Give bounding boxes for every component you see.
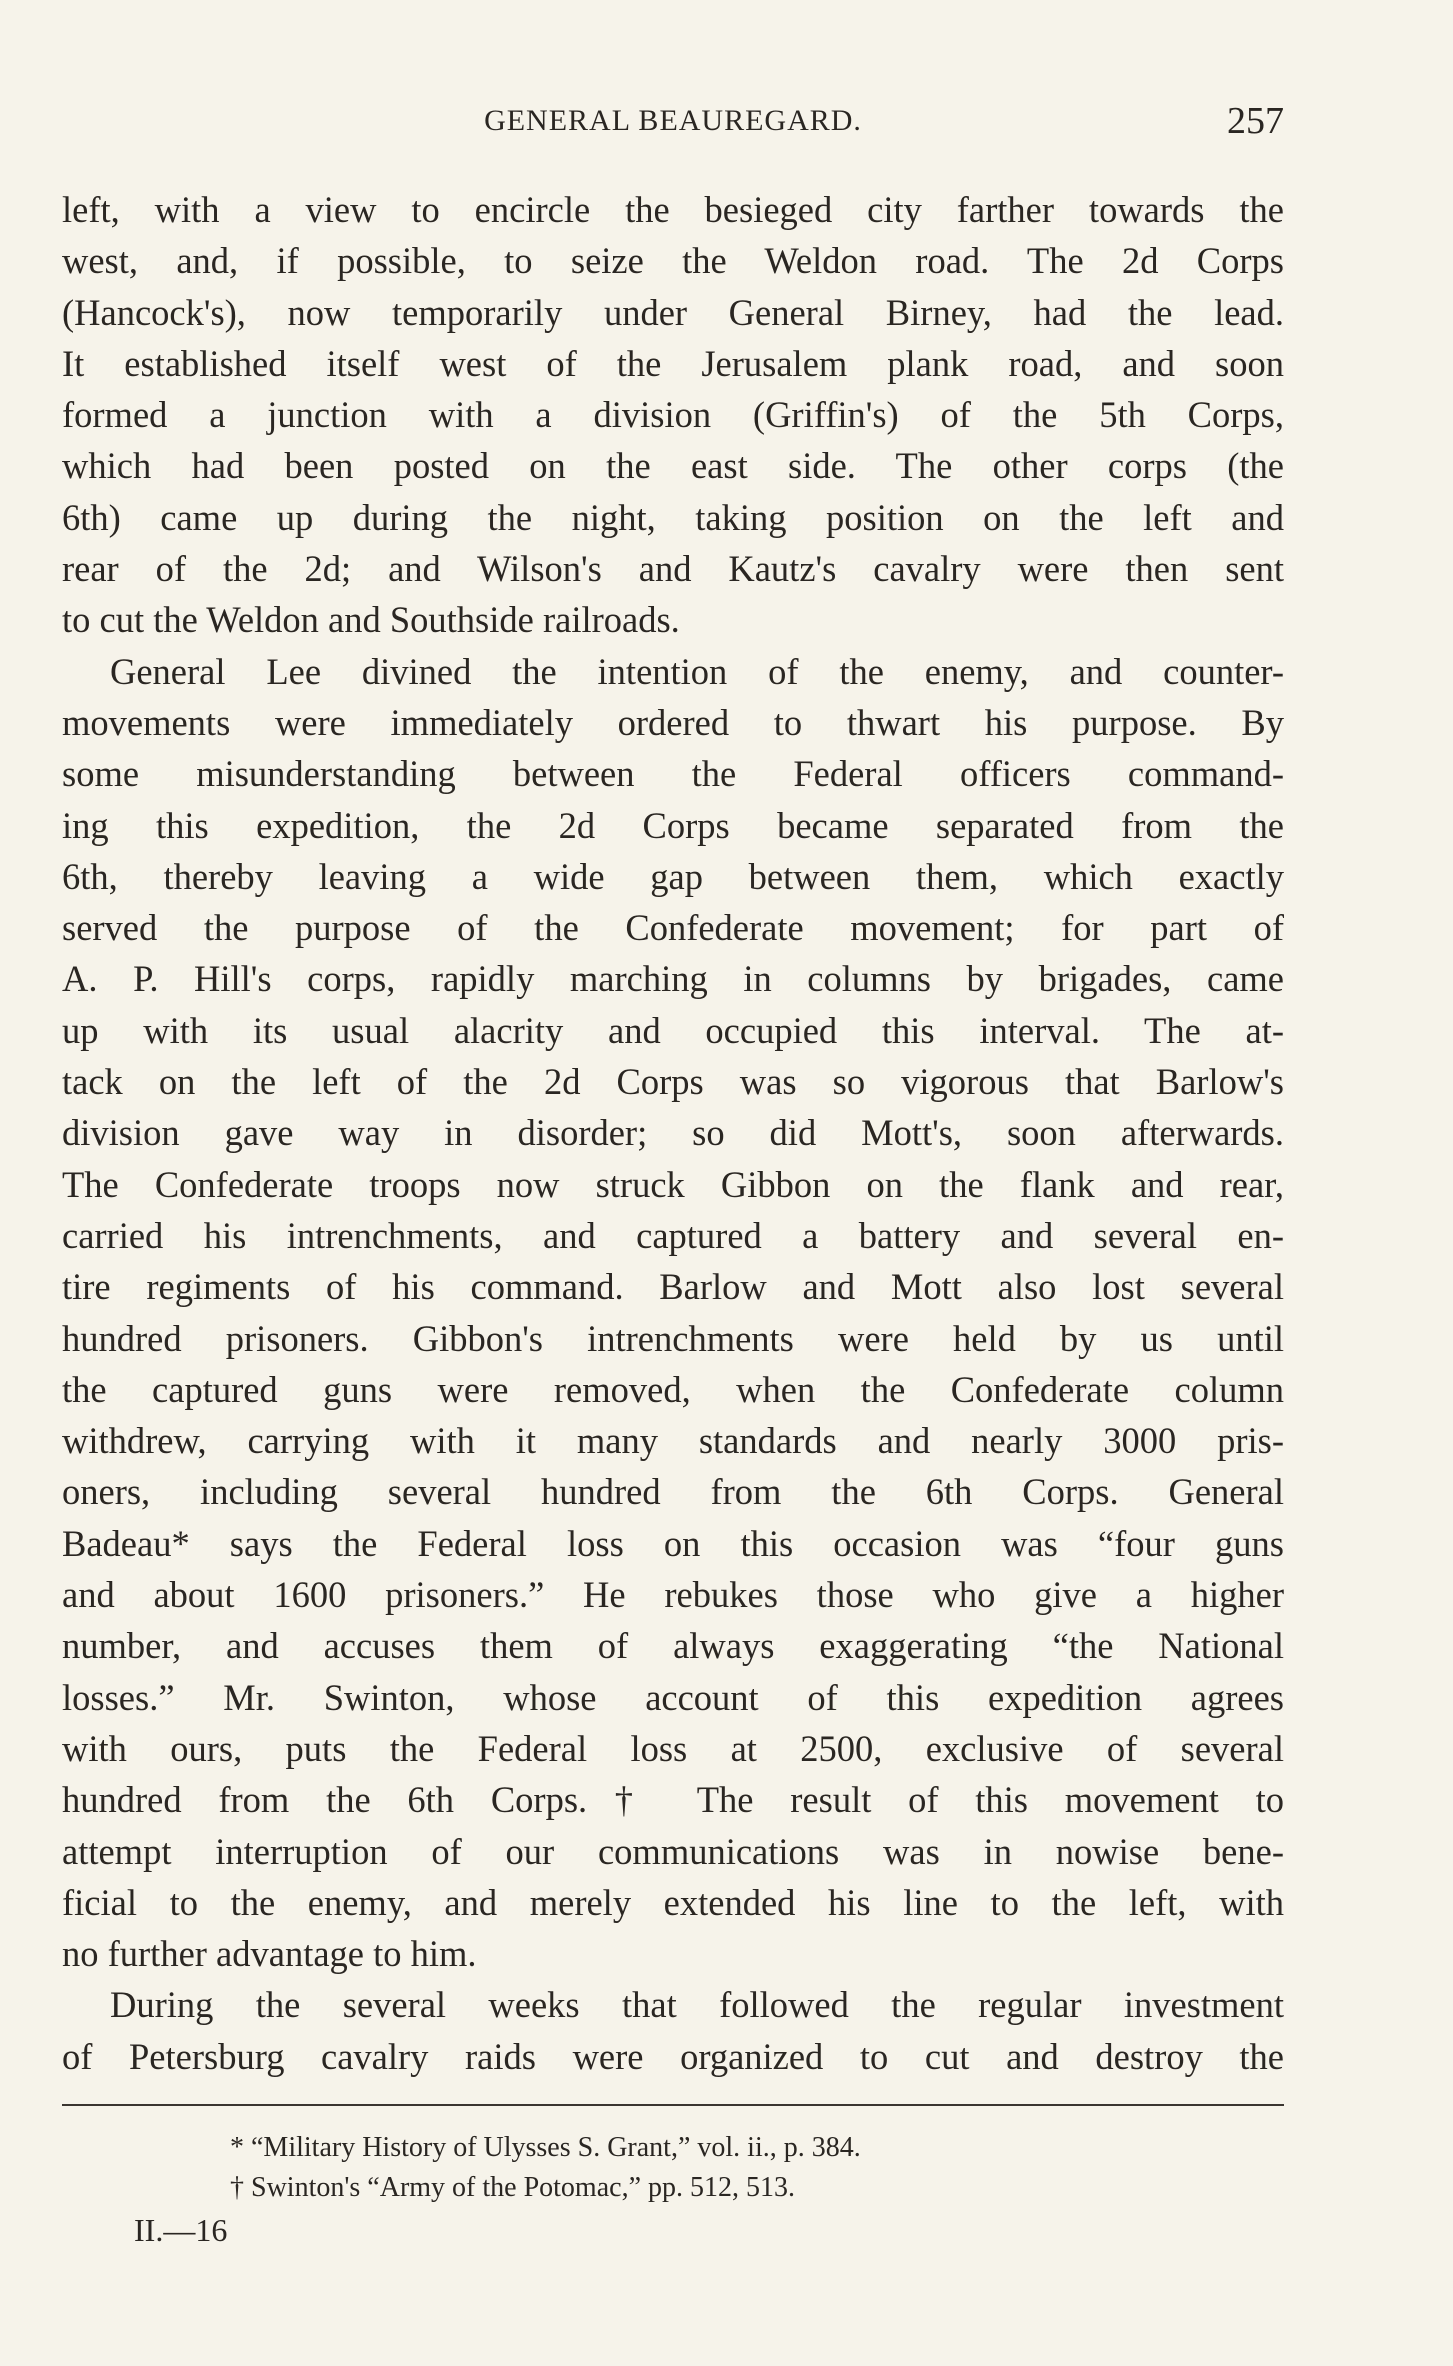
text-line: left, with a view to encircle the besieged city farther towards the <box>62 189 1284 230</box>
text-line: 6th, thereby leaving a wide gap between them, which exactly <box>62 855 1284 897</box>
text-line: up with its usual alacrity and occupied this interval. The at- <box>62 1009 1284 1051</box>
text-line: west, and, if possible, to seize the Weldon road. The 2d Corps <box>62 240 1284 282</box>
text-line: A. P. Hill's corps, rapidly marching in columns by brigades, came <box>62 958 1284 1000</box>
text-line: hundred from the 6th Corps.† The result of this movement to <box>62 1779 1284 1821</box>
text-line: Badeau* says the Federal loss on this occasion was “four guns <box>62 1522 1284 1564</box>
running-head <box>62 96 1284 146</box>
text-line: withdrew, carrying with it many standards and nearly 3000 pris- <box>62 1420 1284 1462</box>
text-line: General Lee divined the intention of the enemy, and counter- <box>110 650 1284 692</box>
text-line: (Hancock's), now temporarily under General Birney, had the lead. <box>62 291 1284 333</box>
text-line: some misunderstanding between the Federal officers command- <box>62 753 1284 795</box>
text-line: number, and accuses them of always exaggerating “the National <box>62 1625 1284 1667</box>
text-line: no further advantage to him. <box>62 1933 477 1975</box>
text-line: and about 1600 prisoners.” He rebukes those who give a higher <box>62 1574 1284 1616</box>
text-line: tack on the left of the 2d Corps was so vigorous that Barlow's <box>62 1061 1284 1103</box>
text-line: 6th) came up during the night, taking position on the left and <box>62 496 1284 538</box>
text-line: division gave way in disorder; so did Mott's, soon afterwards. <box>62 1112 1284 1154</box>
text-line: with ours, puts the Federal loss at 2500, exclusive of several <box>62 1727 1284 1769</box>
footnote: † Swinton's “Army of the Potomac,” pp. 512, 513. <box>230 2172 795 2203</box>
body-text <box>62 184 1284 2082</box>
footnote: * “Military History of Ulysses S. Grant,” vol. ii., p. 384. <box>230 2132 861 2163</box>
text-line: the captured guns were removed, when the Confederate column <box>62 1368 1284 1410</box>
footnotes <box>230 2128 1230 2208</box>
text-line: served the purpose of the Confederate movement; for part of <box>62 907 1284 949</box>
text-line: oners, including several hundred from the 6th Corps. General <box>62 1471 1284 1513</box>
running-title: GENERAL BEAUREGARD. <box>484 104 862 137</box>
text-line: formed a junction with a division (Griffin's) of the 5th Corps, <box>62 394 1284 436</box>
footnote-divider <box>62 2104 1284 2106</box>
text-line: It established itself west of the Jerusalem plank road, and soon <box>62 342 1284 384</box>
page-number: 257 <box>1227 100 1284 142</box>
text-line: rear of the 2d; and Wilson's and Kautz's cavalry were then sent <box>62 548 1284 590</box>
text-line: attempt interruption of our communications was in nowise bene- <box>62 1830 1284 1872</box>
text-line: of Petersburg cavalry raids were organized to cut and destroy the <box>62 2035 1284 2077</box>
text-line: which had been posted on the east side. The other corps (the <box>62 445 1284 487</box>
text-line: hundred prisoners. Gibbon's intrenchments were held by us until <box>62 1317 1284 1359</box>
text-line: to cut the Weldon and Southside railroads. <box>62 599 680 641</box>
text-line: ing this expedition, the 2d Corps became separated from the <box>62 804 1284 846</box>
text-line: ficial to the enemy, and merely extended his line to the left, with <box>62 1881 1284 1923</box>
text-line: carried his intrenchments, and captured a battery and several en- <box>62 1214 1284 1256</box>
text-line: The Confederate troops now struck Gibbon on the flank and rear, <box>62 1163 1284 1205</box>
text-line: During the several weeks that followed the regular investment <box>110 1984 1284 2026</box>
text-line: losses.” Mr. Swinton, whose account of this expedition agrees <box>62 1676 1284 1718</box>
signature-mark: II.—16 <box>134 2212 228 2248</box>
text-line: movements were immediately ordered to thwart his purpose. By <box>62 701 1284 743</box>
text-line: tire regiments of his command. Barlow and Mott also lost several <box>62 1266 1284 1308</box>
